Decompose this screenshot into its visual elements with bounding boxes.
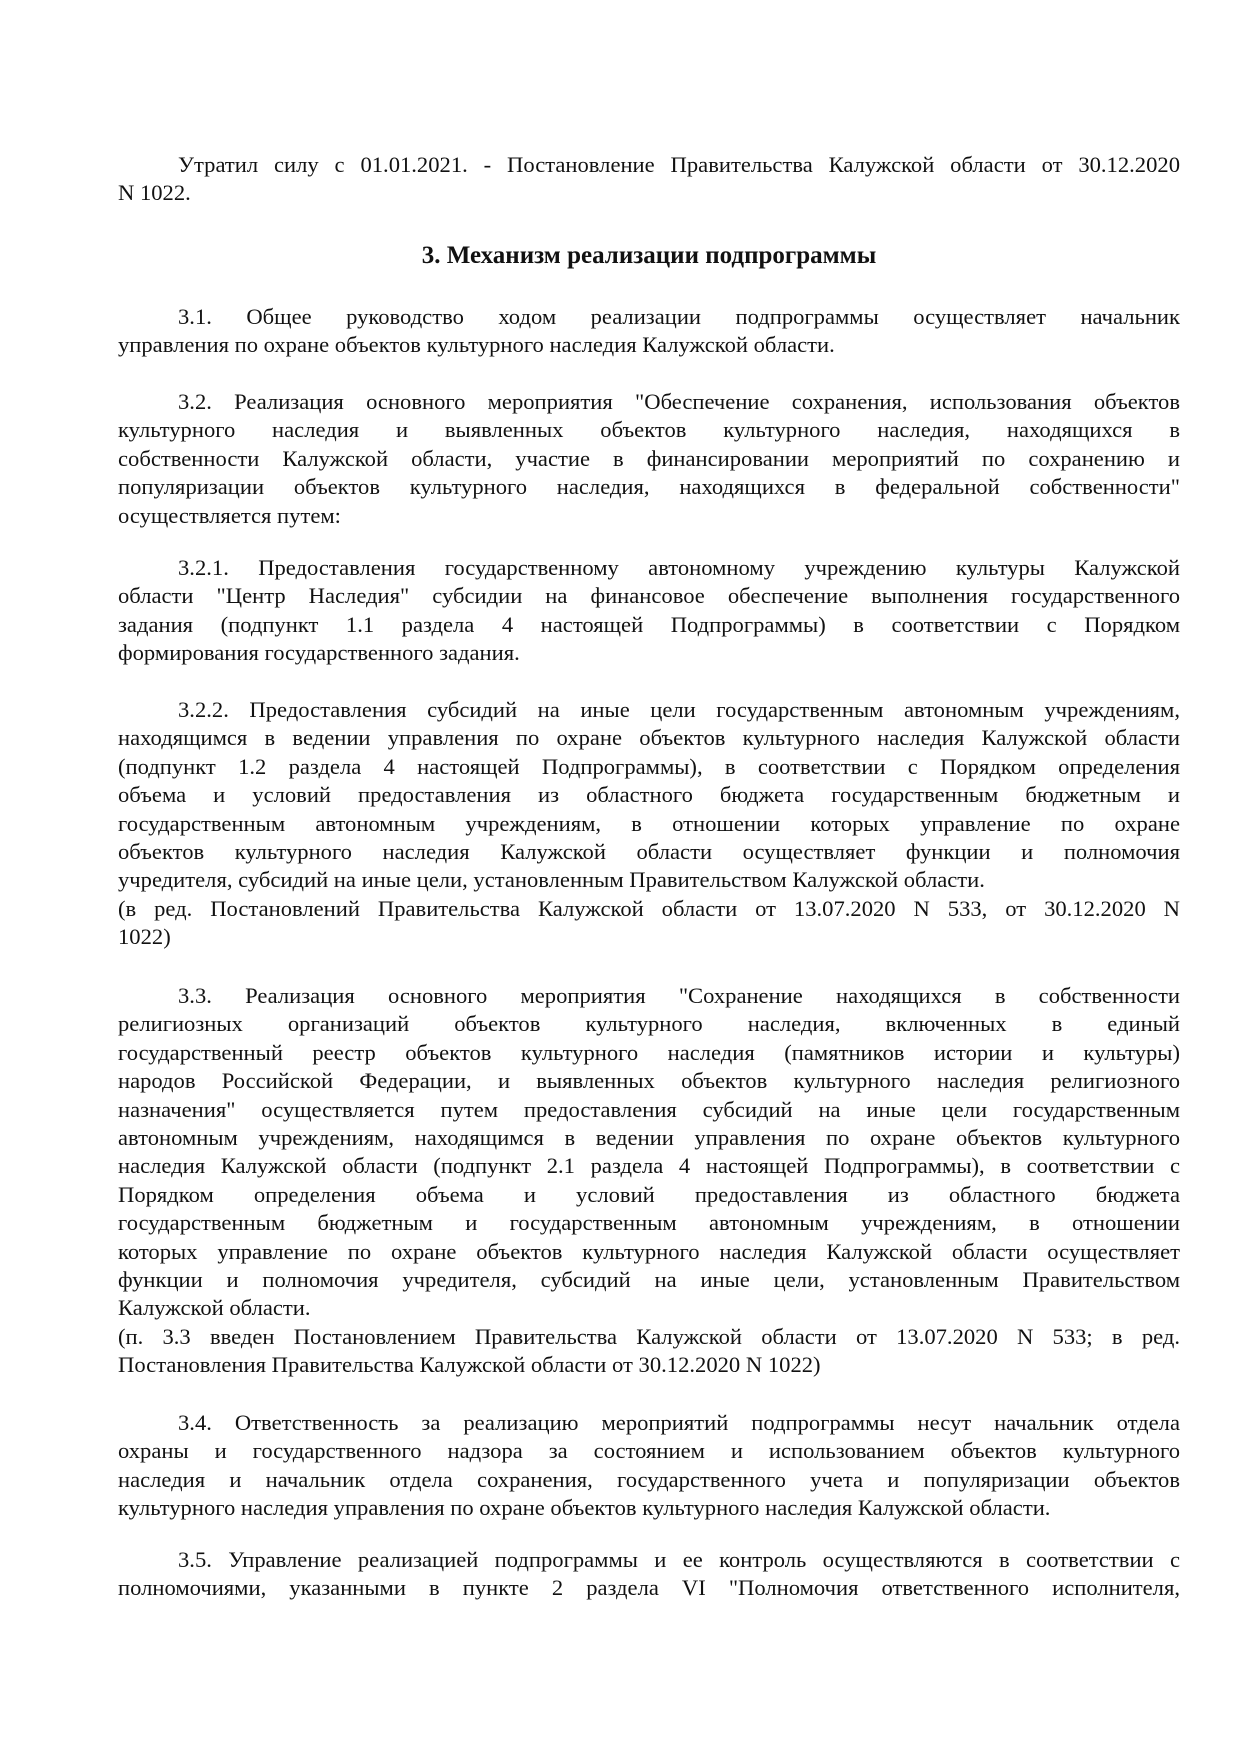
paragraph-repealed-note [118,151,1180,208]
paragraph-p-3-2-2 [118,696,1180,952]
paragraph-line: 3.2.1. Предоставления государственному автономному учреждению культуры Калужской [178,555,1180,580]
paragraph-line: объектов культурного наследия Калужской области осуществляет функции и полномочия [118,838,1180,864]
paragraph-line: учредителя, субсидий на иные цели, установленным Правительством Калужской области. [118,867,985,893]
paragraph-line: формирования государственного задания. [118,640,520,666]
paragraph-line: задания (подпункт 1.1 раздела 4 настоящей Подпрограммы) в соответствии с Порядком [118,611,1180,637]
paragraph-line: объема и условий предоставления из областного бюджета государственным бюджетным и [118,782,1180,808]
paragraph-line: 3.5. Управление реализацией подпрограммы и ее контроль осуществляются в соответствии с [178,1547,1180,1572]
paragraph-p-3-2-1 [118,554,1180,668]
paragraph-line: 3.3. Реализация основного мероприятия "Сохранение находящихся в собственности [178,983,1180,1008]
paragraph-p-3-4 [118,1409,1180,1523]
amendment-note-line: (в ред. Постановлений Правительства Калужской области от 13.07.2020 N 533, от 30.12.2020 N [118,895,1180,921]
paragraph-line: 3.1. Общее руководство ходом реализации подпрограммы осуществляет начальник [178,304,1180,329]
paragraph-p-3-1 [118,303,1180,360]
paragraph-line: управления по охране объектов культурного наследия Калужской области. [118,332,835,358]
paragraph-line: собственности Калужской области, участие в финансировании мероприятий по сохранению и [118,445,1180,471]
paragraph-line: N 1022. [118,180,191,206]
amendment-note-line: Постановления Правительства Калужской области от 30.12.2020 N 1022) [118,1352,821,1378]
paragraph-line: которых управление по охране объектов культурного наследия Калужской области осуществляет [118,1238,1180,1264]
paragraph-line: народов Российской Федерации, и выявленных объектов культурного наследия религиозного [118,1068,1180,1094]
paragraph-line: Калужской области. [118,1295,311,1321]
paragraph-line: автономным учреждениям, находящимся в ведении управления по охране объектов культурного [118,1124,1180,1150]
paragraph-line: культурного наследия управления по охране объектов культурного наследия Калужской области. [118,1495,1051,1521]
paragraph-line: находящимся в ведении управления по охране объектов культурного наследия Калужской области [118,725,1180,751]
paragraph-line: функции и полномочия учредителя, субсидий на иные цели, установленным Правительством [118,1266,1180,1292]
paragraph-line: наследия и начальник отдела сохранения, государственного учета и популяризации объектов [118,1466,1180,1492]
paragraph-p-3-5 [118,1546,1180,1603]
paragraph-line: назначения" осуществляется путем предоставления субсидий на иные цели государственным [118,1096,1180,1122]
paragraph-line: Утратил силу с 01.01.2021. - Постановление Правительства Калужской области от 30.12.2020 [178,152,1180,177]
paragraph-line: популяризации объектов культурного наследия, находящихся в федеральной собственности" [118,474,1180,500]
paragraph-line: осуществляется путем: [118,502,341,528]
paragraph-line: (подпункт 1.2 раздела 4 настоящей Подпрограммы), в соответствии с Порядком определения [118,753,1180,779]
paragraph-line: государственным бюджетным и государственным автономным учреждениям, в отношении [118,1210,1180,1236]
paragraph-line: Порядком определения объема и условий предоставления из областного бюджета [118,1181,1180,1207]
paragraph-p-3-3 [118,982,1180,1379]
paragraph-line: 3.4. Ответственность за реализацию мероприятий подпрограммы несут начальник отдела [178,1410,1180,1435]
amendment-note-line: (п. 3.3 введен Постановлением Правительства Калужской области от 13.07.2020 N 533; в ред. [118,1323,1180,1349]
paragraph-line: области "Центр Наследия" субсидии на финансовое обеспечение выполнения государственного [118,583,1180,609]
paragraph-line: религиозных организаций объектов культурного наследия, включенных в единый [118,1011,1180,1037]
paragraph-line: 3.2. Реализация основного мероприятия "Обеспечение сохранения, использования объектов [178,389,1180,414]
paragraph-line: полномочиями, указанными в пункте 2 раздела VI "Полномочия ответственного исполнителя, [118,1575,1180,1601]
paragraph-line: культурного наследия и выявленных объектов культурного наследия, находящихся в [118,417,1180,443]
paragraph-line: государственным автономным учреждениям, в отношении которых управление по охране [118,810,1180,836]
paragraph-p-3-2 [118,388,1180,530]
amendment-note-line: 1022) [118,924,171,950]
paragraph-line: 3.2.2. Предоставления субсидий на иные цели государственным автономным учреждениям, [178,697,1180,722]
paragraph-line: охраны и государственного надзора за состоянием и использованием объектов культурного [118,1438,1180,1464]
paragraph-line: государственный реестр объектов культурного наследия (памятников истории и культуры) [118,1039,1180,1065]
section-heading: 3. Механизм реализации подпрограммы [421,242,877,269]
paragraph-line: наследия Калужской области (подпункт 2.1 раздела 4 настоящей Подпрограммы), в соответствии с [118,1153,1180,1179]
